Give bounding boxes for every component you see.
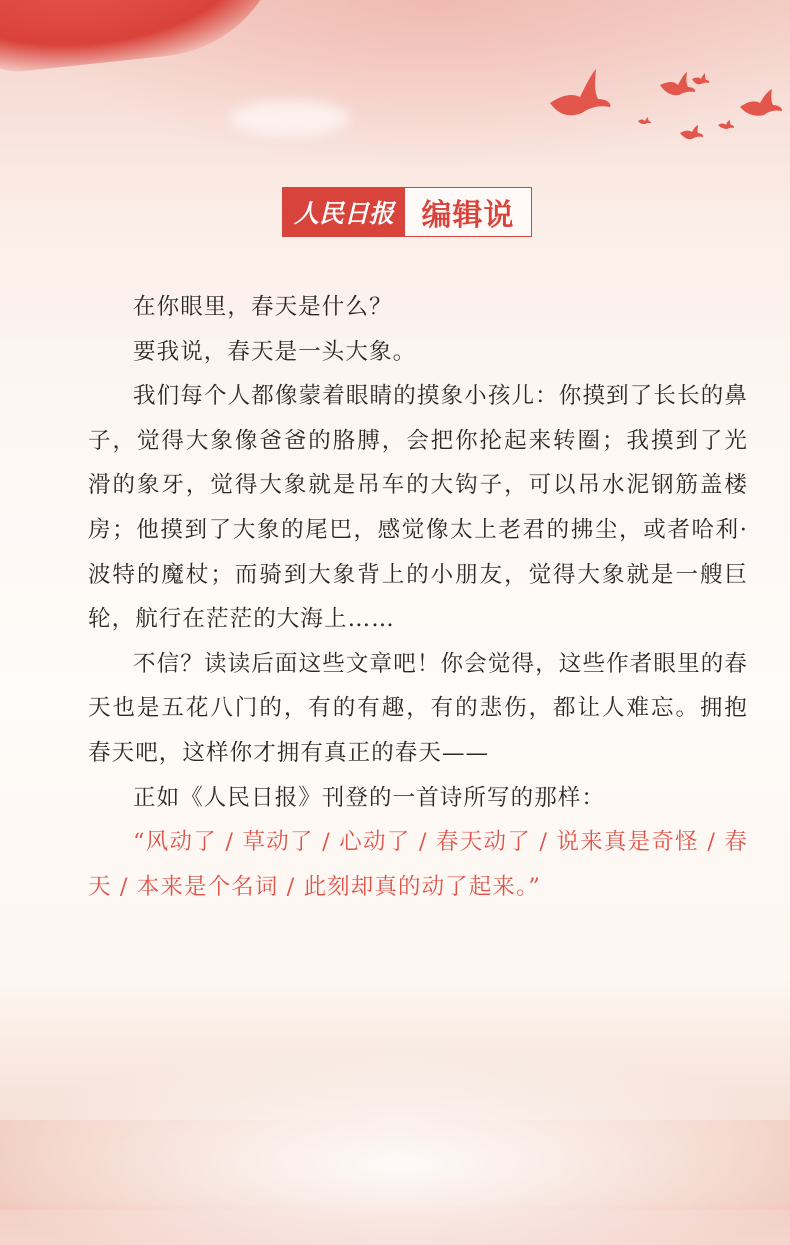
brand-logo: 人民日报 (283, 188, 405, 236)
paragraph: 我们每个人都像蒙着眼睛的摸象小孩儿：你摸到了长长的鼻子，觉得大象像爸爸的胳膊，会把你抡起来转圈；我摸到了光滑的象牙，觉得大象就是吊车的大钩子，可以吊水泥钢筋盖楼房；他摸到了大象的尾巴，感觉像太上老君的拂尘，或者哈利·波特的魔杖；而骑到大象背上的小朋友，觉得大象就是一艘巨轮，航行在茫茫的大海上…… (88, 383, 748, 633)
cloud-decoration (230, 100, 350, 136)
section-title: 编辑说 (421, 198, 515, 233)
flying-birds-decoration (540, 55, 790, 165)
paragraph: 要我说，春天是一头大象。 (133, 338, 417, 365)
article-body (88, 285, 748, 909)
paragraph: 正如《人民日报》刊登的一首诗所写的那样： (133, 784, 606, 811)
column-header (282, 187, 532, 237)
poem-quote: “风动了 / 草动了 / 心动了 / 春天动了 / 说来真是奇怪 / 春天 / 本来是个名词 / 此刻却真的动了起来。” (88, 829, 748, 900)
paragraph: 在你眼里，春天是什么？ (133, 294, 393, 320)
bottom-cloud-decoration (0, 1045, 790, 1245)
paragraph: 不信？读读后面这些文章吧！你会觉得，这些作者眼里的春天也是五花八门的，有的有趣，有的悲伤，都让人难忘。拥抱春天吧，这样你才拥有真正的春天—— (88, 650, 748, 766)
